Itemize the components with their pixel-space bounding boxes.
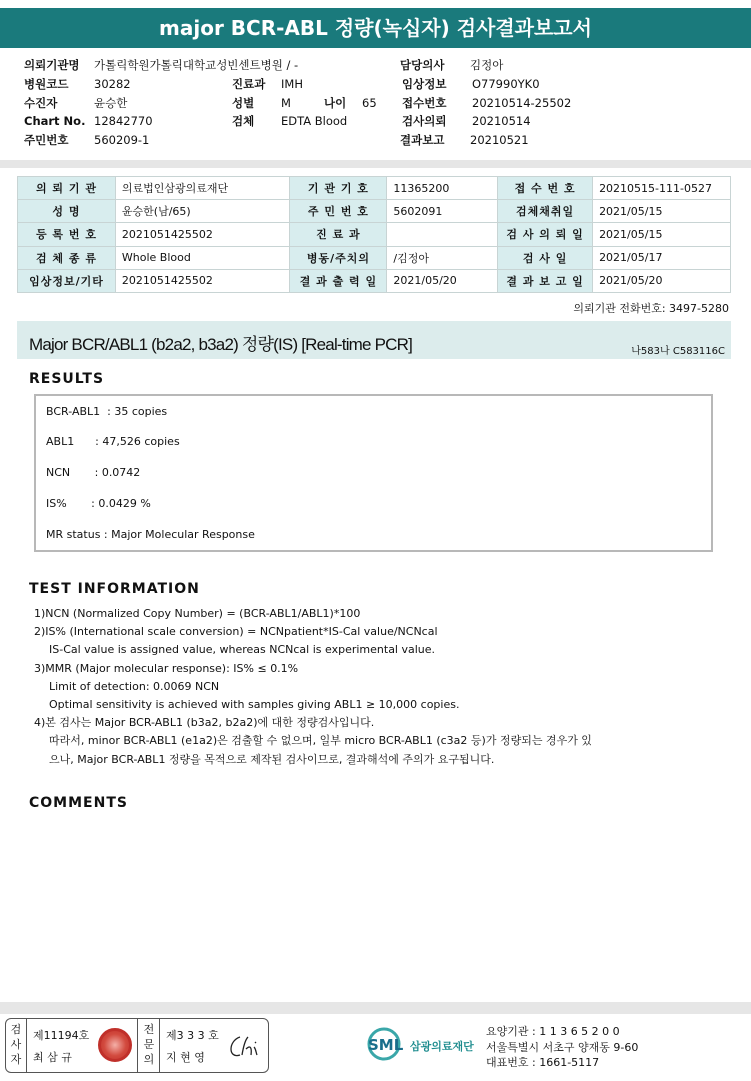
receipt-value: 20210514-25502 xyxy=(472,95,572,110)
specimen-value: EDTA Blood xyxy=(281,114,348,129)
info-table-label: 검 사 일 xyxy=(498,246,593,269)
sex-value: M xyxy=(281,95,291,110)
test-name: Major BCR/ABL1 (b2a2, b3a2) 정량(IS) [Real-time PCR] xyxy=(29,335,413,354)
org-address: 서울특별시 서초구 양재동 9-60 xyxy=(486,1040,639,1054)
handwritten-signature xyxy=(226,1033,262,1063)
info-table-value: Whole Blood xyxy=(115,246,290,269)
info-table-label: 주 민 번 호 xyxy=(290,200,387,223)
info-table-label: 등 록 번 호 xyxy=(18,223,116,246)
info-table-value: 20210515-111-0527 xyxy=(593,177,731,200)
info-table-label: 임상정보/기타 xyxy=(18,269,116,292)
ssn-label: 주민번호 xyxy=(24,133,69,148)
report-title: major BCR-ABL 정량(녹십자) 검사결과보고서 xyxy=(0,8,751,48)
comments-heading: COMMENTS xyxy=(29,795,128,811)
test-info-line: 3)MMR (Major molecular response): IS% ≤ 0.1% xyxy=(34,661,299,675)
info-table-label: 병동/주치의 xyxy=(290,246,387,269)
dept-value: IMH xyxy=(281,77,303,92)
info-table-value: 2021/05/20 xyxy=(593,269,731,292)
info-table-row xyxy=(18,246,731,269)
result-line: IS% : 0.0429 % xyxy=(46,497,151,510)
request-value: 20210514 xyxy=(472,114,531,129)
institution-phone: 의뢰기관 전화번호: 3497-5280 xyxy=(573,302,729,315)
test-info-line: Optimal sensitivity is achieved with samples giving ABL1 ≥ 10,000 copies. xyxy=(49,697,460,711)
results-box xyxy=(34,394,713,552)
tester-name: 최 삼 규 xyxy=(33,1051,72,1064)
hospital-code-value: 30282 xyxy=(94,77,131,92)
info-table-value: 2021051425502 xyxy=(115,269,290,292)
info-table-value: 2021/05/20 xyxy=(387,269,498,292)
info-table-label: 검체채취일 xyxy=(498,200,593,223)
clinical-value: O77990YK0 xyxy=(472,77,540,92)
footer-divider xyxy=(0,1002,751,1014)
institution-label: 의뢰기관명 xyxy=(24,58,80,73)
info-table-value: 2021051425502 xyxy=(115,223,290,246)
info-table-label: 의 뢰 기 관 xyxy=(18,177,116,200)
age-label: 나이 xyxy=(324,95,347,110)
dept-label: 진료과 xyxy=(232,77,266,92)
specimen-label: 검체 xyxy=(232,114,255,129)
info-table-row xyxy=(18,269,731,292)
specialist-name: 지 현 영 xyxy=(166,1051,205,1064)
test-info-line: Limit of detection: 0.0069 NCN xyxy=(49,679,220,693)
org-code: 요양기관 : 1 1 3 6 5 2 0 0 xyxy=(486,1025,620,1038)
test-name-bar xyxy=(17,321,731,359)
report-header xyxy=(24,56,724,149)
info-table-value xyxy=(387,223,498,246)
official-seal-icon xyxy=(98,1028,132,1062)
clinical-label: 임상정보 xyxy=(402,77,447,92)
info-table-label: 결 과 보 고 일 xyxy=(498,269,593,292)
test-info-line: 1)NCN (Normalized Copy Number) = (BCR-ABL1/ABL1)*100 xyxy=(34,607,361,620)
org-address-block xyxy=(486,1024,638,1071)
hospital-code-label: 병원코드 xyxy=(24,77,69,92)
test-info-heading: TEST INFORMATION xyxy=(29,581,200,597)
result-line: ABL1 : 47,526 copies xyxy=(46,435,180,448)
receipt-label: 접수번호 xyxy=(402,95,447,110)
doctor-value: 김정아 xyxy=(470,58,504,73)
specialist-license: 제3 3 3 호 xyxy=(166,1029,219,1042)
info-table-row xyxy=(18,177,731,200)
info-table-row xyxy=(18,223,731,246)
info-table-label: 검 체 종 류 xyxy=(18,246,116,269)
info-table-label: 성 명 xyxy=(18,200,116,223)
info-table-label: 검 사 의 뢰 일 xyxy=(498,223,593,246)
test-info-line: 2)IS% (International scale conversion) = NCNpatient*IS-Cal value/NCNcal xyxy=(34,625,438,639)
report-date-label: 결과보고 xyxy=(400,133,445,148)
sml-logo-text: SML xyxy=(368,1036,404,1054)
info-table-value: 윤승한(남/65) xyxy=(115,200,290,223)
results-heading: RESULTS xyxy=(29,371,105,387)
ssn-value: 560209-1 xyxy=(94,133,150,148)
test-info-line: 4)본 검사는 Major BCR-ABL1 (b3a2, b2a2)에 대한 정량검사입니다. xyxy=(34,716,375,730)
org-name: 삼광의료재단 xyxy=(410,1040,474,1053)
org-phone: 대표번호 : 1661-5117 xyxy=(486,1056,600,1069)
doctor-label: 담당의사 xyxy=(400,58,445,73)
institution-value: 가톨릭학원가톨릭대학교성빈센트병원 / - xyxy=(94,58,299,73)
specialist-vertical-label: 전 문 의 xyxy=(143,1023,155,1066)
test-info-line: 으나, Major BCR-ABL1 정량을 목적으로 제작된 검사이므로, 결과해석에 주의가 요구됩니다. xyxy=(49,752,495,766)
chart-label: Chart No. xyxy=(24,114,86,129)
signature-box xyxy=(5,1018,269,1073)
info-table-label: 기 관 기 호 xyxy=(290,177,387,200)
tester-license: 제11194호 xyxy=(33,1029,90,1042)
result-line: BCR-ABL1 : 35 copies xyxy=(46,405,168,418)
info-table-value: /김정아 xyxy=(387,246,498,269)
test-info-list xyxy=(34,605,734,769)
report-date-value: 20210521 xyxy=(470,133,529,148)
chart-value: 12842770 xyxy=(94,114,153,129)
info-table-value: 11365200 xyxy=(387,177,498,200)
test-info-line: IS-Cal value is assigned value, whereas NCNcal is experimental value. xyxy=(49,643,436,657)
info-table-row xyxy=(18,200,731,223)
request-label: 검사의뢰 xyxy=(402,114,447,129)
test-info-line: 따라서, minor BCR-ABL1 (e1a2)은 검출할 수 없으며, 일부 micro BCR-ABL1 (c3a2 등)가 정량되는 경우가 있 xyxy=(49,734,592,748)
test-code: 나583나 C583116C xyxy=(631,346,725,357)
result-line: NCN : 0.0742 xyxy=(46,466,141,479)
sex-label: 성별 xyxy=(232,95,255,110)
info-table-value: 2021/05/15 xyxy=(593,223,731,246)
tester-vertical-label: 검 사 자 xyxy=(10,1023,22,1066)
info-table-value: 2021/05/15 xyxy=(593,200,731,223)
info-table-value: 의료법인삼광의료재단 xyxy=(115,177,290,200)
patient-value: 윤승한 xyxy=(94,95,128,110)
info-table-label: 진 료 과 xyxy=(290,223,387,246)
patient-info-table xyxy=(17,176,731,293)
info-table-label: 접 수 번 호 xyxy=(498,177,593,200)
info-table-value: 5602091 xyxy=(387,200,498,223)
section-divider xyxy=(0,160,751,168)
info-table-value: 2021/05/17 xyxy=(593,246,731,269)
info-table-label: 결 과 출 력 일 xyxy=(290,269,387,292)
result-line: MR status : Major Molecular Response xyxy=(46,528,255,541)
patient-label: 수진자 xyxy=(24,95,58,110)
age-value: 65 xyxy=(362,95,377,110)
